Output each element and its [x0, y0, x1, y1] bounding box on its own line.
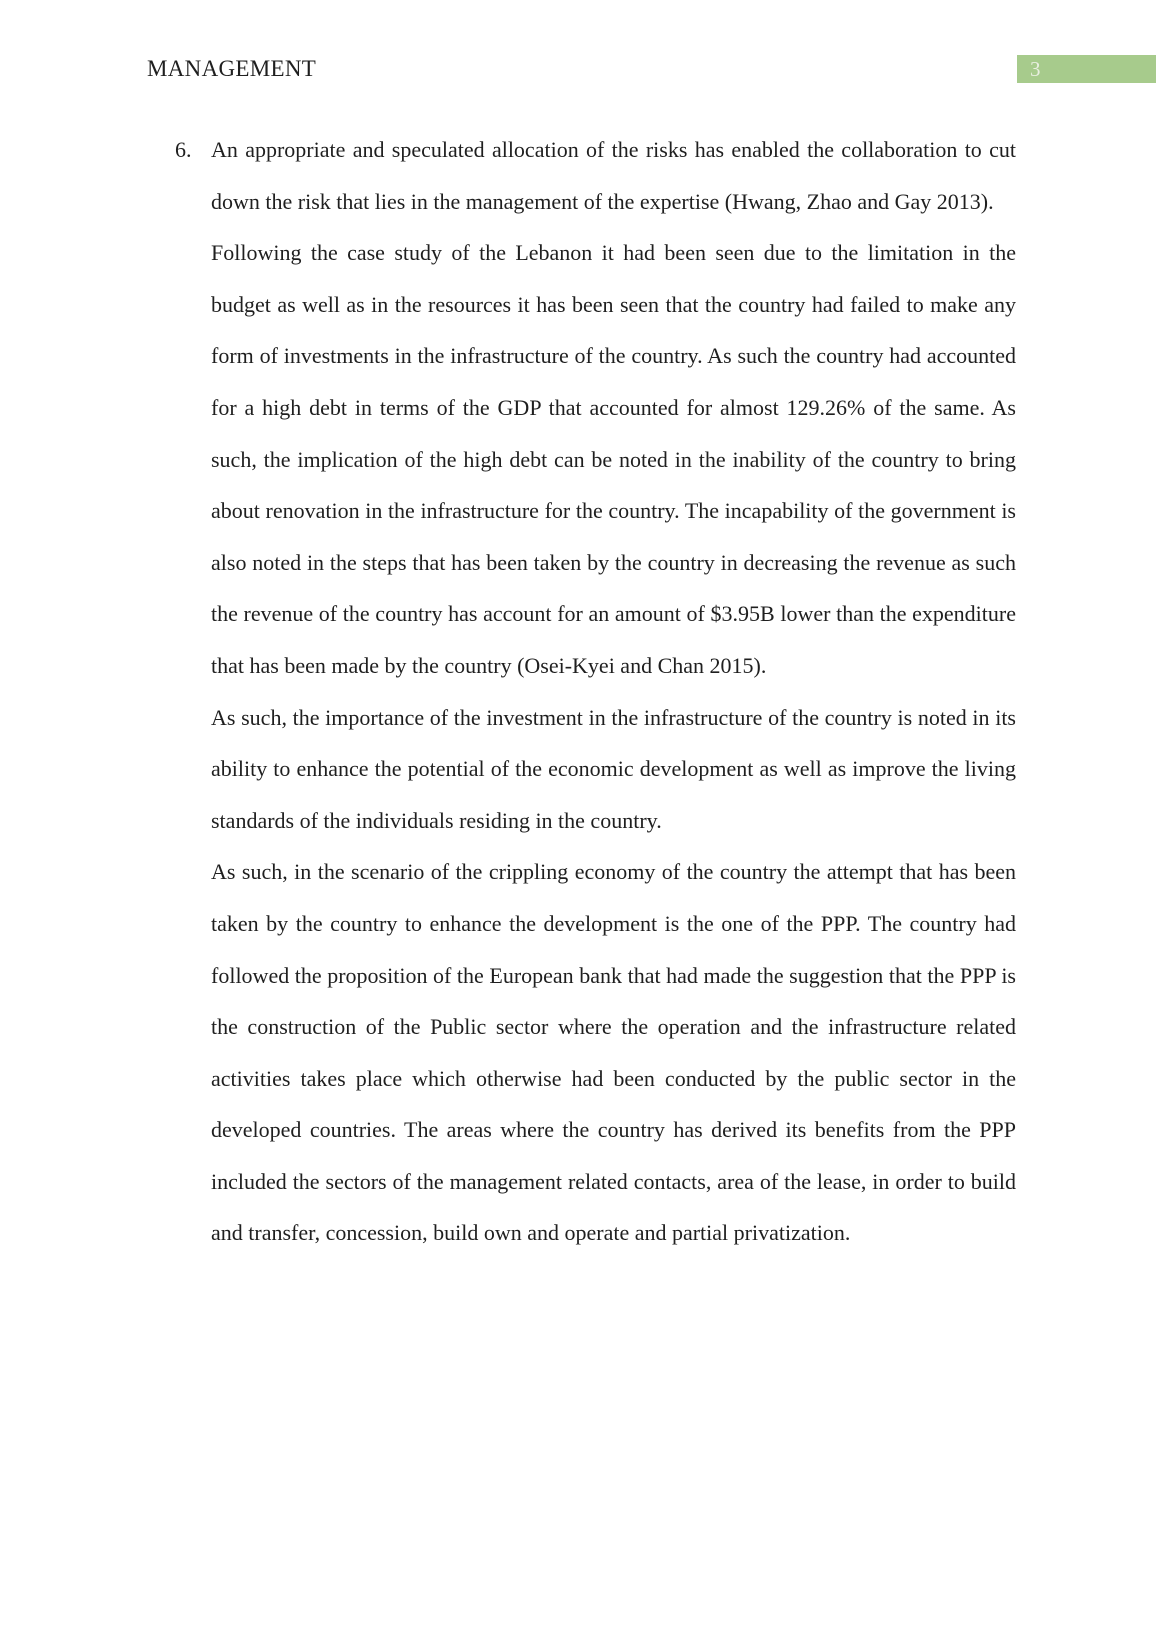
list-item-text: An appropriate and speculated allocation of the risks has enabled the collaboration to cut down the risk that lies in the management of the expertise (Hwang, Zhao and Gay 2013).: [211, 137, 1016, 214]
document-body: [175, 124, 1016, 1259]
paragraph-ppp-adoption: As such, in the scenario of the crippling economy of the country the attempt that has been taken by the country to enhance the development is the one of the PPP. The country had followed the proposition of the European bank that had made the suggestion that the PPP is the construction of the Public sector where the operation and the infrastructure related activities takes place which otherwise had been conducted by the public sector in the developed countries. The areas where the country has derived its benefits from the PPP included the sectors of the management related contacts, area of the lease, in order to build and transfer, concession, build own and operate and partial privatization.: [211, 859, 1016, 1246]
paragraph-investment-importance: As such, the importance of the investment in the infrastructure of the country is noted in its ability to enhance the potential of the economic development as well as improve the living standards of the individuals residing in the country.: [211, 704, 1016, 833]
page-number: 3: [1030, 57, 1041, 81]
page-number-badge: [1017, 55, 1156, 83]
paragraph-lebanon-case-study: Following the case study of the Lebanon it had been seen due to the limitation in the budget as well as in the resources it has been seen that the country had failed to make any form of investments in the infrastructure of the country. As such the country had accounted for a high debt in terms of the GDP that accounted for almost 129.26% of the same. As such, the implication of the high debt can be noted in the inability of the country to bring about renovation in the infrastructure for the country. The incapability of the government is also noted in the steps that has been taken by the country in decreasing the revenue as such the revenue of the country has account for an amount of $3.95B lower than the expenditure that has been made by the country (Osei-Kyei and Chan 2015).: [211, 240, 1016, 678]
list-item-number: 6.: [175, 137, 192, 162]
running-head-title: MANAGEMENT: [147, 56, 317, 81]
numbered-list-item: [175, 124, 1016, 227]
